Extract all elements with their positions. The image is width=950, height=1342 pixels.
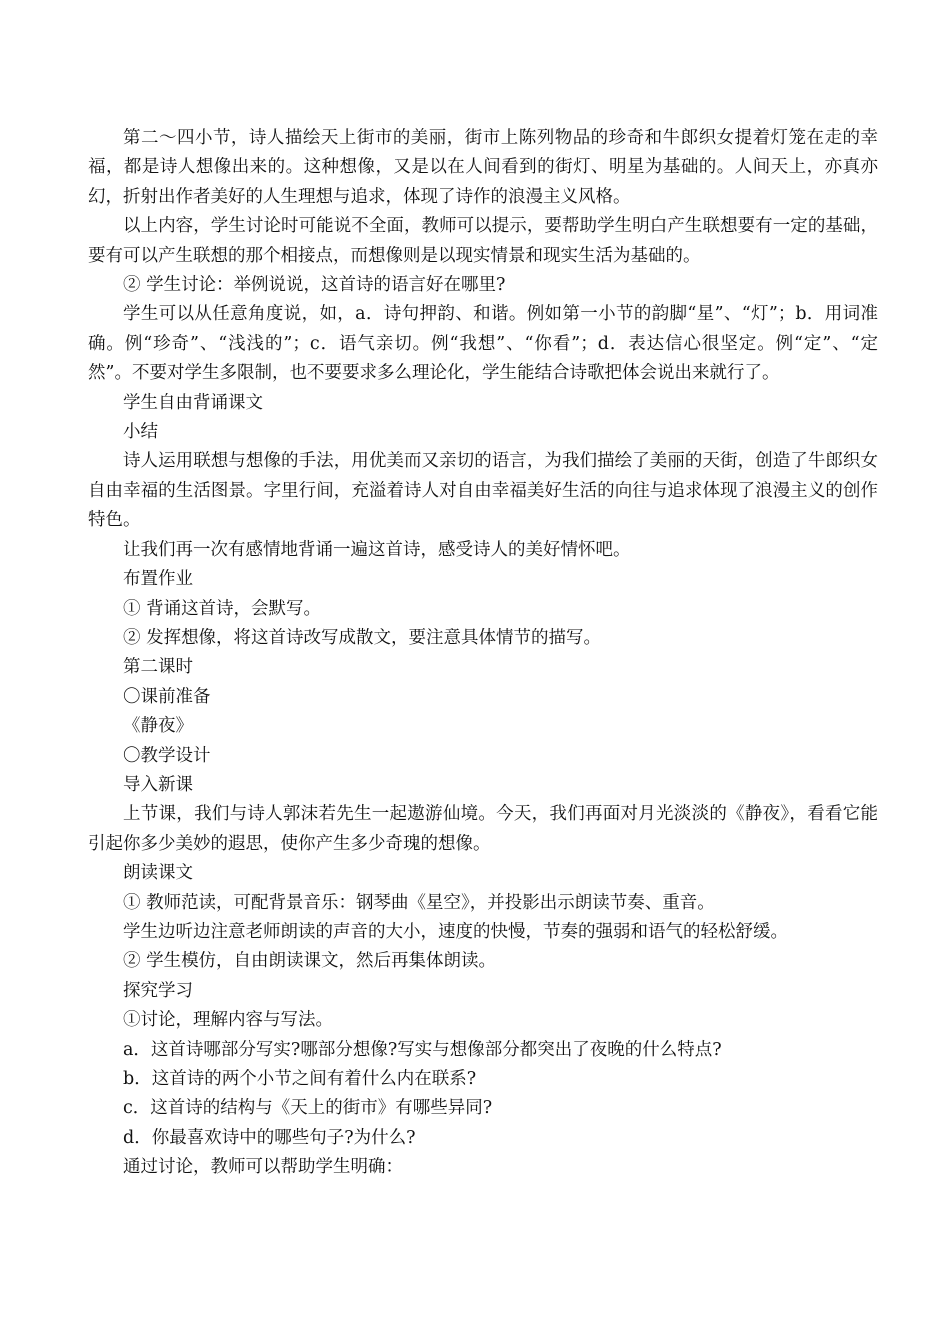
question-c: c．这首诗的结构与《天上的街市》有哪些异同? (123, 1098, 493, 1119)
reading-item-1: ① 教师范读，可配背景音乐：钢琴曲《星空》，并投影出示朗读节奏、重音。 (123, 892, 715, 913)
inquiry-item-1: ①讨论，理解内容与写法。 (123, 1010, 333, 1031)
paragraph-language-analysis: 学生可以从任意角度说，如，a．诗句押韵、和谐。例如第一小节的韵脚“星”、“灯”；b．用词准确。例“珍奇”、“浅浅的”；c．语气亲切。例“我想”、“你看”；d．表达信心很坚定。例“定”、“定然”。不要对学生多限制，也不要要求多么理论化，学生能结合诗歌把体会说出来就行了。 (88, 304, 878, 384)
homework-item-1: ① 背诵这首诗，会默写。 (123, 598, 322, 619)
document-body (88, 124, 878, 1183)
homework-item-2: ② 发挥想像，将这首诗改写成散文，要注意具体情节的描写。 (123, 627, 602, 648)
heading-teaching-design: 〇教学设计 (123, 745, 211, 766)
paragraph-introduction: 上节课，我们与诗人郭沫若先生一起遨游仙境。今天，我们再面对月光淡淡的《静夜》，看看它能引起你多少美妙的遐思，使你产生多少奇瑰的想像。 (88, 804, 878, 854)
paragraph-section-2-4: 第二～四小节，诗人描绘天上街市的美丽，街市上陈列物品的珍奇和牛郎织女提着灯笼在走的幸福，都是诗人想像出来的。这种想像，又是以在人间看到的街灯、明星为基础的。人间天上，亦真亦幻，折射出作者美好的人生理想与追求，体现了诗作的浪漫主义风格。 (88, 128, 878, 207)
paragraph-conclusion-intro: 通过讨论，教师可以帮助学生明确： (123, 1157, 403, 1178)
heading-summary: 小结 (123, 422, 158, 443)
reading-item-2: ② 学生模仿，自由朗读课文，然后再集体朗读。 (123, 951, 497, 972)
heading-reading: 朗读课文 (123, 863, 193, 884)
heading-homework: 布置作业 (123, 569, 193, 590)
heading-introduction: 导入新课 (123, 774, 193, 795)
question-b: b．这首诗的两个小节之间有着什么内在联系? (123, 1069, 477, 1089)
heading-inquiry: 探究学习 (123, 980, 193, 1001)
poem-title: 《静夜》 (123, 716, 193, 737)
question-d: d．你最喜欢诗中的哪些句子?为什么? (123, 1127, 416, 1148)
paragraph-recite: 学生自由背诵课文 (123, 392, 263, 413)
question-a: a．这首诗哪部分写实?哪部分想像?写实与想像部分都突出了夜晚的什么特点? (123, 1039, 722, 1060)
heading-preparation: 〇课前准备 (123, 686, 211, 707)
heading-second-lesson: 第二课时 (123, 657, 193, 678)
paragraph-discussion-2: ② 学生讨论：举例说说，这首诗的语言好在哪里? (123, 275, 506, 296)
paragraph-summary: 诗人运用联想与想像的手法，用优美而又亲切的语言，为我们描绘了美丽的天街，创造了牛郎织女自由幸福的生活图景。字里行间，充溢着诗人对自由幸福美好生活的向往与追求体现了浪漫主义的创作特色。 (88, 451, 878, 531)
paragraph-listening: 学生边听边注意老师朗读的声音的大小，速度的快慢，节奏的强弱和语气的轻松舒缓。 (123, 921, 788, 942)
paragraph-teacher-hint: 以上内容，学生讨论时可能说不全面，教师可以提示，要帮助学生明白产生联想要有一定的基础，要有可以产生联想的那个相接点，而想像则是以现实情景和现实生活为基础的。 (88, 216, 878, 266)
paragraph-recite-again: 让我们再一次有感情地背诵一遍这首诗，感受诗人的美好情怀吧。 (123, 539, 631, 560)
